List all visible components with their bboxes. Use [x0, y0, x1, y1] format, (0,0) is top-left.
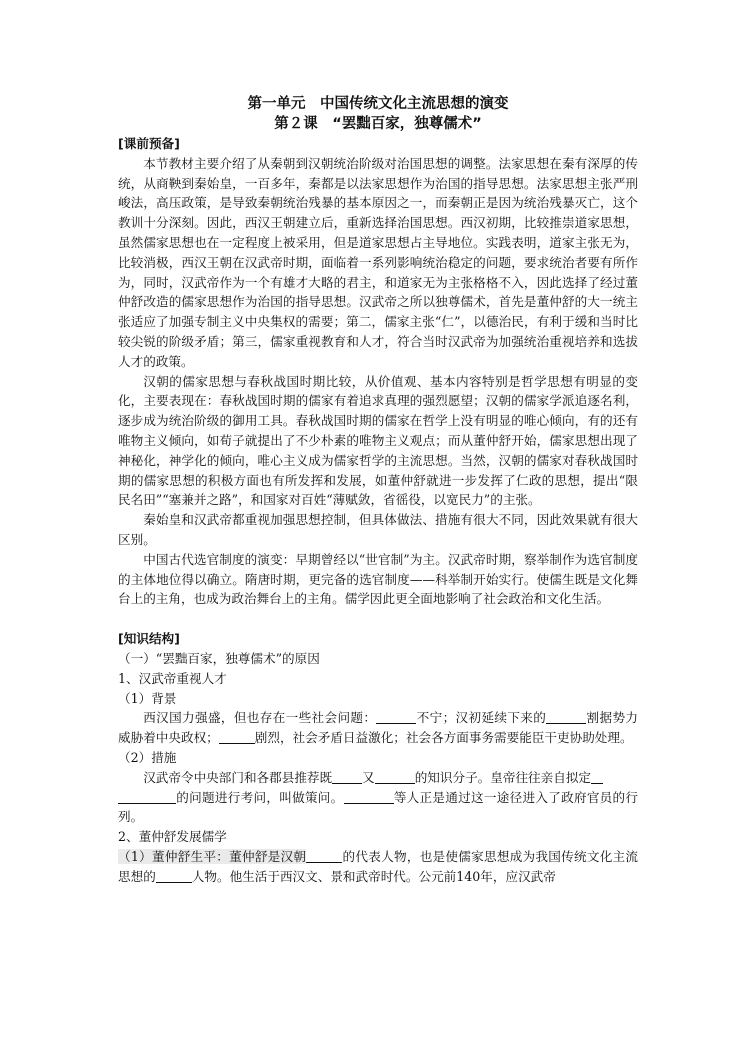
dong-text-c: 人物。他生活于西汉文、景和武帝时代。公元前140年，应汉武帝	[191, 868, 556, 884]
measures-label: （2）措施	[118, 749, 177, 765]
background-paragraph	[118, 708, 638, 748]
dong-text-b: 的代表人物，也是使儒家思想成为我国传统文化主流思想的	[118, 848, 638, 884]
lesson-title: 第２课 “罢黜百家，独尊儒术”	[274, 116, 482, 132]
dong-zhongshu-paragraph	[118, 847, 638, 887]
document-page	[118, 94, 638, 886]
fill-blank[interactable]	[376, 709, 416, 724]
subsection-2-title: 2、董仲舒发展儒学	[118, 829, 227, 845]
section-spacer	[118, 609, 638, 629]
background-text-c: 割据势力威胁着中央政权；	[118, 710, 639, 746]
preview-heading: [课前预备]	[118, 136, 180, 151]
measures-text-e: 等人正是通过这一途径进入了政府官员的行列。	[118, 789, 639, 825]
dong-text-a: （1）董仲舒生平：董仲舒是汉朝	[118, 848, 307, 864]
fill-blank[interactable]	[118, 789, 176, 804]
structure-heading: [知识结构]	[118, 631, 180, 647]
section-one-title: （一）“罢黜百家，独尊儒术”的原因	[118, 650, 320, 666]
preview-paragraph-2: 汉朝的儒家思想与春秋战国时期比较，从价值观、基本内容特别是哲学思想有明显的变化，主要表现在：春秋战国时期的儒家有着追求真理的强烈愿望；汉朝的儒家学派追逐名利，逐步成为统治阶级的御用工具。春秋战国时期的儒家在哲学上没有明显的唯心倾向，有的还有唯物主义倾向，如荀子就提出了不少朴素的唯物主义观点；而从董仲舒开始，儒家思想出现了神秘化，神学化的倾向，唯心主义成为儒家哲学的主流思想。当然，汉朝的儒家对春秋战国时期的儒家思想的积极方面也有所发挥和发展，如董仲舒就进一步发挥了仁政的思想，提出“限民名田”“塞兼并之路”，和国家对百姓“薄赋敛，省徭役，以宽民力”的主张。	[118, 373, 638, 508]
measures-text-b: 又	[362, 769, 375, 785]
background-text-a: 西汉国力强盛，但也存在一些社会问题：	[143, 710, 377, 726]
measures-text-d: 的问题进行考问，叫做策问。	[176, 789, 344, 805]
preview-paragraph-4: 中国古代选官制度的演变：早期曾经以“世官制”为主。汉武帝时期，察举制作为选官制度的主体地位得以确立。隋唐时期，更完备的选官制度——科举制开始实行。使儒生既是文化舞台上的主角，也成为政治舞台上的主角。儒学因此更全面地影响了社会政治和文化生活。	[118, 551, 638, 607]
background-label: （1）背景	[118, 690, 177, 706]
measures-text-c: 的知识分子。皇帝往往亲自拟定	[414, 769, 591, 785]
preview-paragraph-1: 本节教材主要介绍了从秦朝到汉朝统治阶级对治国思想的调整。法家思想在秦有深厚的传统，从商鞅到秦始皇，一百多年，秦都是以法家思想作为治国的指导思想。法家思想主张严刑峻法，高压政策，是导致秦朝统治残暴的基本原因之一，而秦朝正是因为统治残暴灭亡，这个教训十分深刻。因此，西汉王朝建立后，重新选择治国思想。西汉初期，比较推崇道家思想，虽然儒家思想也在一定程度上被采用，但是道家思想占主导地位。实践表明，道家主张无为，比较消极，西汉王朝在汉武帝时期，面临着一系列影响统治稳定的问题，要求统治者要有所作为，同时，汉武帝作为一个有雄才大略的君主，和道家无为主张格格不入，因此选择了经过董仲舒改造的儒家思想作为治国的指导思想。汉武帝之所以独尊儒术，首先是董仲舒的大一统主张适应了加强专制主义中央集权的需要；第二，儒家主张“仁”，以德治民，有利于缓和当时比较尖锐的阶级矛盾；第三，儒家重视教育和人才，符合当时汉武帝为加强统治重视培养和选拔人才的政策。	[118, 155, 638, 369]
fill-blank[interactable]	[219, 729, 255, 744]
fill-blank[interactable]	[156, 868, 192, 883]
preview-paragraph-3: 秦始皇和汉武帝都重视加强思想控制，但具体做法、措施有很大不同，因此效果就有很大区别。	[118, 512, 638, 547]
fill-blank[interactable]	[344, 789, 394, 804]
measures-paragraph	[118, 768, 638, 788]
measures-paragraph-continued	[118, 788, 638, 828]
subsection-1-title: 1、汉武帝重视人才	[118, 670, 227, 686]
unit-title: 第一单元 中国传统文化主流思想的演变	[247, 96, 509, 112]
fill-blank[interactable]	[546, 709, 586, 724]
fill-blank[interactable]	[375, 769, 415, 784]
background-text-d: 剧烈，社会矛盾日益激化；社会各方面事务需要能臣干吏协助处理。	[254, 730, 633, 746]
fill-blank[interactable]	[591, 769, 603, 784]
measures-text-a: 汉武帝令中央部门和各郡县推荐既	[143, 769, 333, 785]
fill-blank[interactable]	[332, 769, 362, 784]
fill-blank[interactable]	[306, 848, 342, 863]
background-text-b: 不宁；汉初延续下来的	[416, 710, 547, 726]
